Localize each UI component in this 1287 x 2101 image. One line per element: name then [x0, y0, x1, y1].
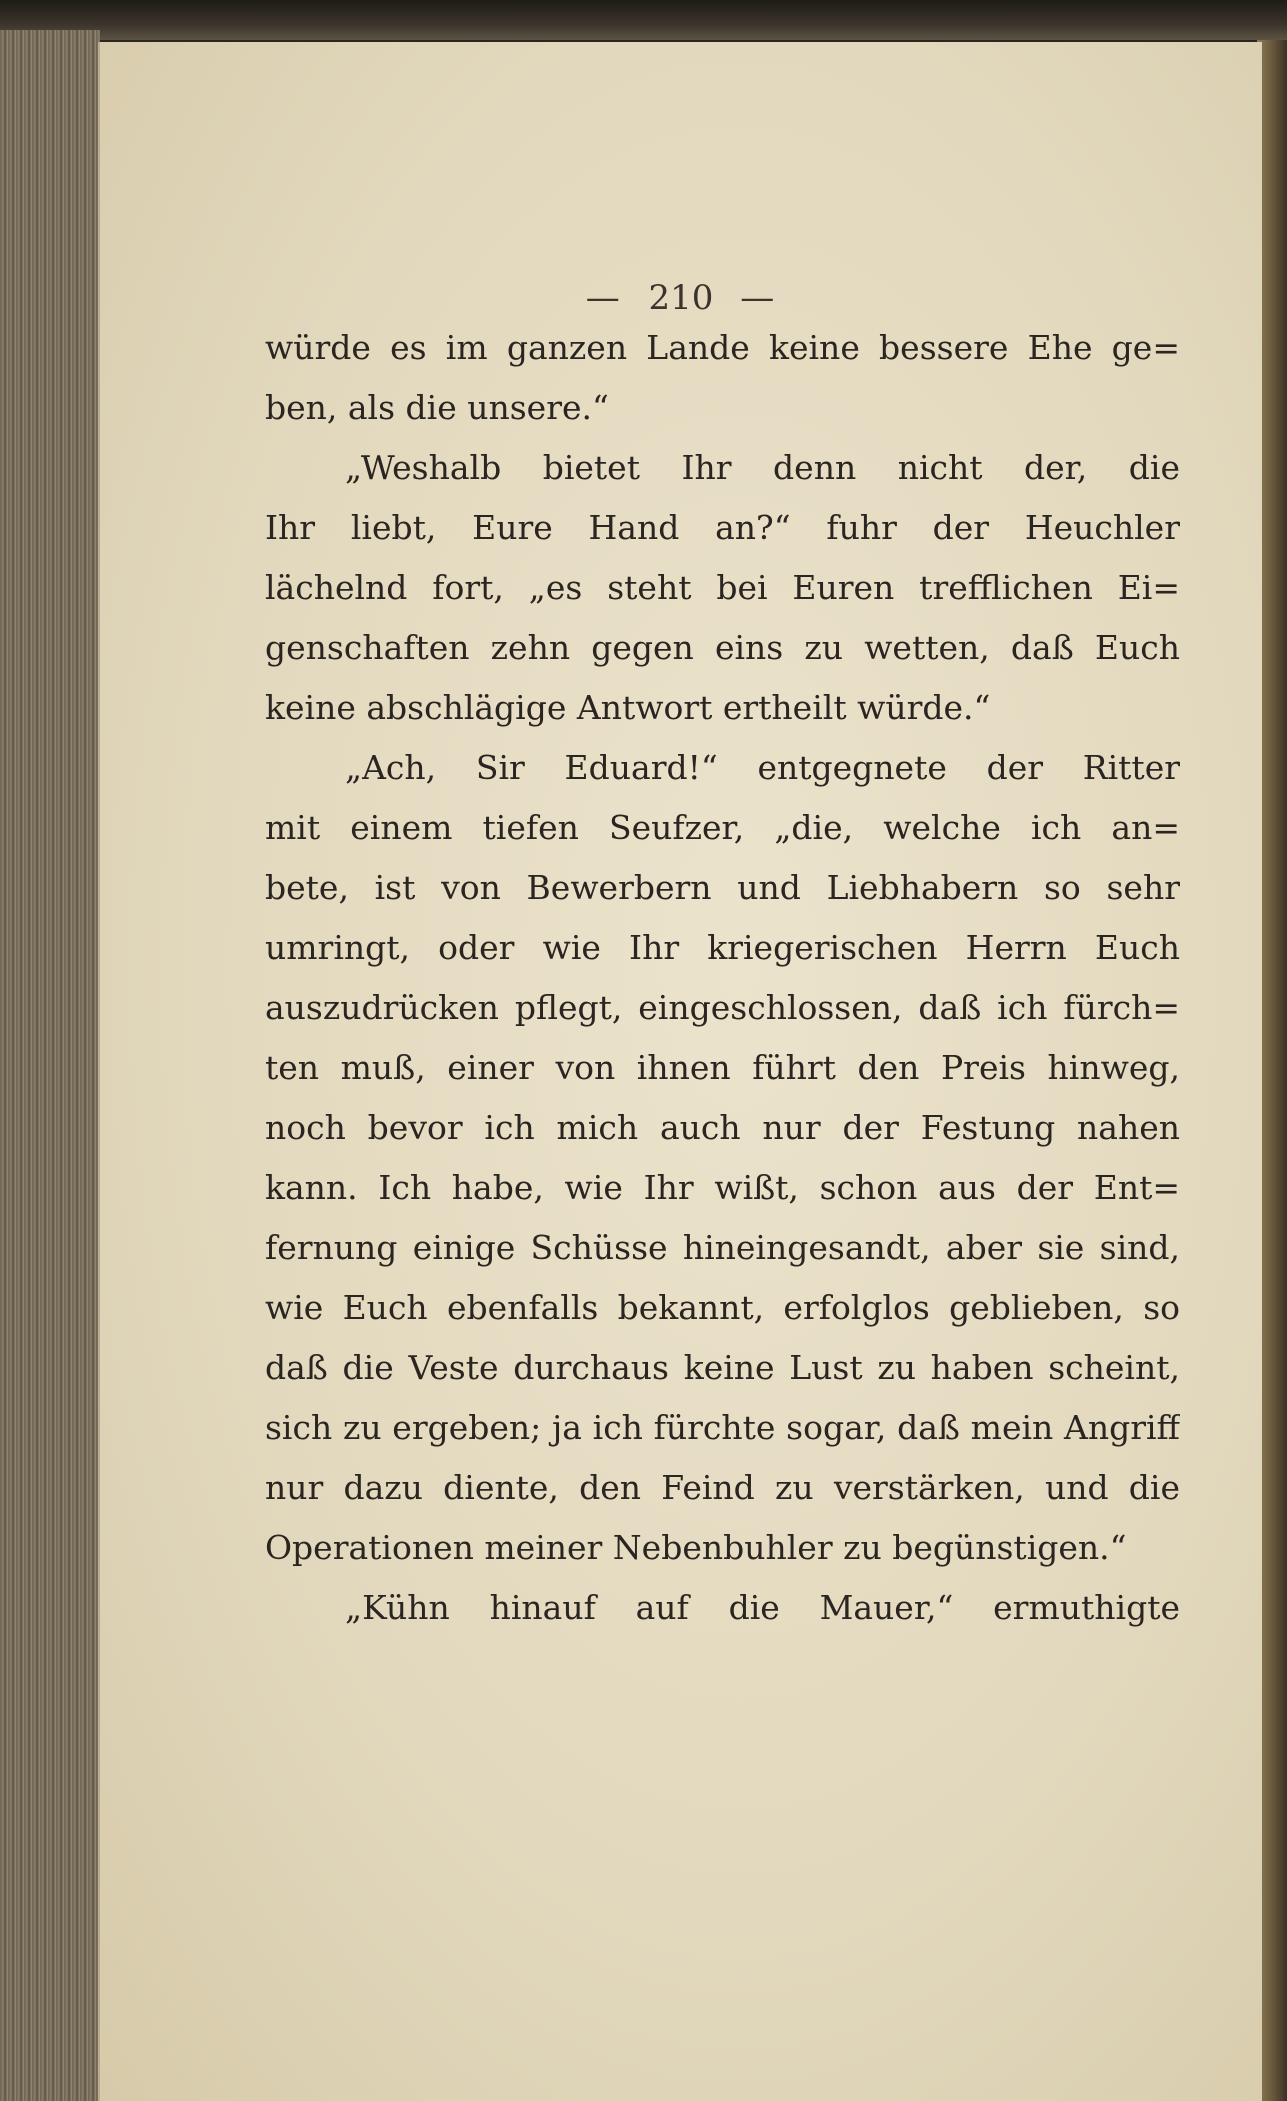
text-line: ten muß, einer von ihnen führt den Preis hinweg, — [265, 1048, 1180, 1087]
text-line: ben, als die unsere.“ — [265, 388, 609, 427]
text-line: Ihr liebt, Eure Hand an?“ fuhr der Heuchler — [265, 508, 1180, 547]
text-line: „Ach, Sir Eduard!“ entgegnete der Ritter — [345, 748, 1180, 787]
text-line: nur dazu diente, den Feind zu verstärken, und die — [265, 1468, 1180, 1507]
text-line: lächelnd fort, „es steht bei Euren trefflichen Ei= — [265, 568, 1180, 607]
header-dash-left: — — [585, 278, 622, 318]
text-line: Operationen meiner Nebenbuhler zu begünstigen.“ — [265, 1528, 1127, 1567]
text-line: fernung einige Schüsse hineingesandt, aber sie sind, — [265, 1228, 1180, 1267]
header-dash-right: — — [740, 278, 777, 318]
text-line: mit einem tiefen Seufzer, „die, welche ich an= — [265, 808, 1180, 847]
text-line: genschaften zehn gegen eins zu wetten, daß Euch — [265, 628, 1180, 667]
binding-top — [0, 0, 1287, 40]
text-line: noch bevor ich mich auch nur der Festung nahen — [265, 1108, 1180, 1147]
text-line: daß die Veste durchaus keine Lust zu haben scheint, — [265, 1348, 1180, 1387]
text-line: bete, ist von Bewerbern und Liebhabern so sehr — [265, 868, 1180, 907]
text-line: umringt, oder wie Ihr kriegerischen Herrn Euch — [265, 928, 1180, 967]
page-stack-edge — [0, 30, 100, 2101]
text-line: kann. Ich habe, wie Ihr wißt, schon aus der Ent= — [265, 1168, 1180, 1207]
text-line: wie Euch ebenfalls bekannt, erfolglos geblieben, so — [265, 1288, 1180, 1327]
body-text — [265, 318, 1180, 1638]
text-line: keine abschlägige Antwort ertheilt würde.“ — [265, 688, 991, 727]
text-line: auszudrücken pflegt, eingeschlossen, daß ich fürch= — [265, 988, 1180, 1027]
page-number: 210 — [648, 278, 714, 318]
text-line: „Kühn hinauf auf die Mauer,“ ermuthigte — [345, 1588, 1180, 1627]
text-line: sich zu ergeben; ja ich fürchte sogar, daß mein Angriff — [265, 1408, 1180, 1447]
text-line: würde es im ganzen Lande keine bessere Ehe ge= — [265, 328, 1180, 367]
text-line: „Weshalb bietet Ihr denn nicht der, die — [345, 448, 1180, 487]
